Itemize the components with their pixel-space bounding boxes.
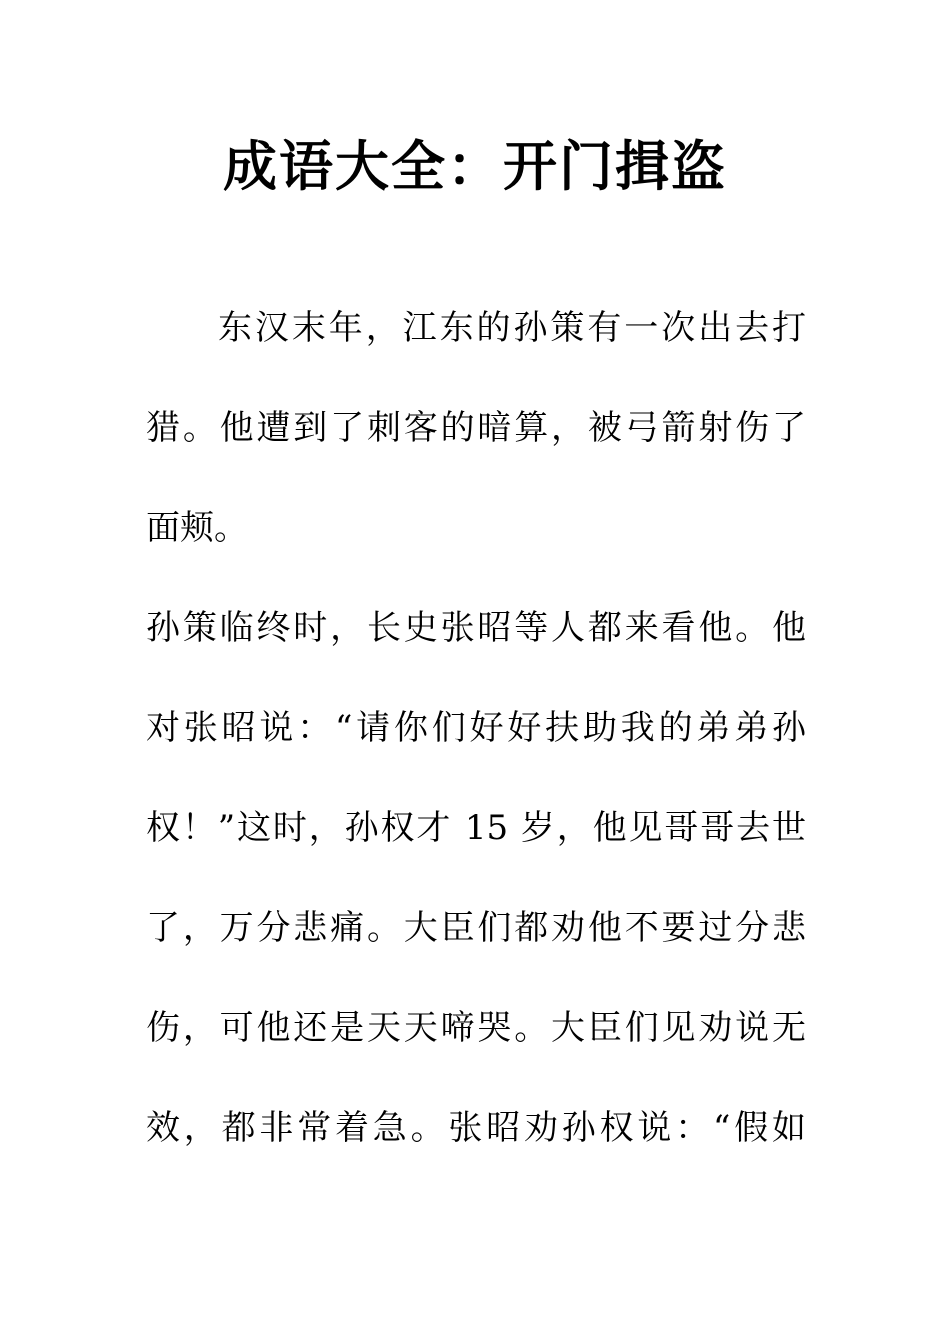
paragraph-line: 效，都非常着急。张昭劝孙权说：“假如 [146, 1108, 806, 1148]
paragraph-line: 东汉末年，江东的孙策有一次出去打 [218, 308, 806, 348]
paragraph-line: 面颊。 [146, 508, 248, 548]
document-title: 成语大全：开门揖盗 [223, 135, 727, 198]
paragraph-line: 了，万分悲痛。大臣们都劝他不要过分悲 [146, 908, 806, 948]
paragraph-line: 权！”这时，孙权才 15 岁，他见哥哥去世 [146, 808, 806, 848]
paragraph-line: 伤，可他还是天天啼哭。大臣们见劝说无 [146, 1008, 806, 1048]
paragraph-line: 猎。他遭到了刺客的暗算，被弓箭射伤了 [146, 408, 806, 448]
paragraph-line: 孙策临终时，长史张昭等人都来看他。他 [146, 608, 806, 648]
paragraph-line: 对张昭说：“请你们好好扶助我的弟弟孙 [146, 708, 806, 748]
